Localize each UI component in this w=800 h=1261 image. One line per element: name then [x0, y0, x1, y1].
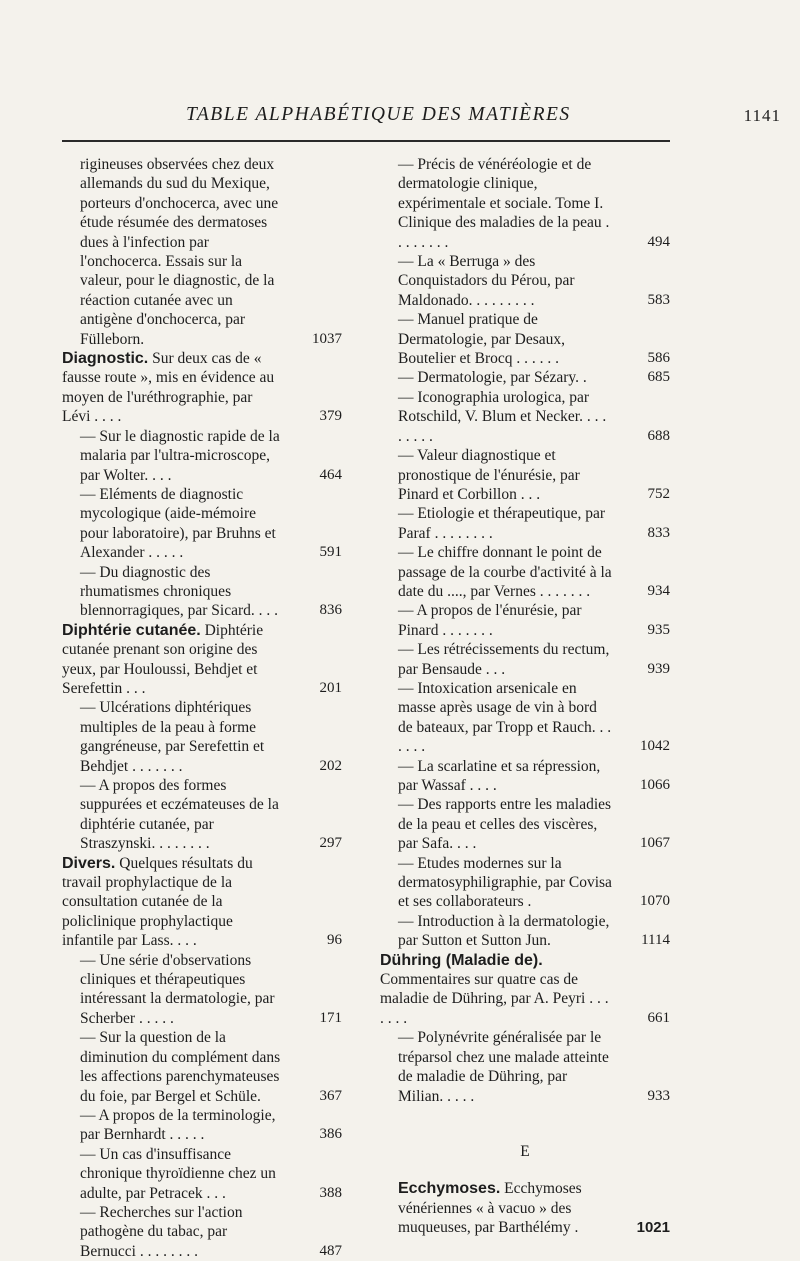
- index-entry: [380, 543, 670, 601]
- entry-text: [62, 155, 342, 349]
- entry-text: [62, 1106, 342, 1145]
- index-entry: [62, 698, 342, 776]
- entry-page: 933: [647, 1087, 670, 1104]
- entry-body: — La scarlatine et sa répression, par Wassaf . . . .: [398, 757, 601, 794]
- index-entry: [62, 621, 342, 699]
- entry-body: — Iconographia urologica, par Rotschild, V. Blum et Necker. . . . . . . . .: [398, 388, 607, 445]
- page-title: TABLE ALPHABÉTIQUE DES MATIÈRES: [186, 104, 571, 125]
- index-entry: [380, 951, 670, 1029]
- index-entry: [62, 951, 342, 1029]
- header-rule: [62, 140, 670, 142]
- index-entry: [380, 368, 670, 387]
- entry-body: — Etiologie et thérapeutique, par Paraf . . . . . . . .: [398, 505, 606, 542]
- entry-body: — Sur la question de la diminution du complément dans les affections parenchymateuses du foie, par Bergel et Schüle.: [80, 1029, 281, 1105]
- entry-page: 202: [319, 757, 342, 774]
- entry-body: — Polynévrite généralisée par le tréparsol chez une malade atteinte de maladie de Dühring, par Milian. . . . .: [398, 1029, 609, 1105]
- entry-page: 201: [319, 679, 342, 696]
- entry-body: — Manuel pratique de Dermatologie, par Desaux, Boutelier et Brocq . . . . . .: [398, 311, 565, 368]
- entry-body: rigineuses observées chez deux allemands du sud du Mexique, porteurs d'onchocerca, avec une étude résumée des dermatoses dues à l'infection par l'onchocerca. Essais sur la valeur, pour le diagnostic, de la réaction cutanée avec un antigène d'onchocerca, par Fülleborn.: [80, 156, 279, 348]
- index-entry: [62, 1203, 342, 1261]
- entry-page: 96: [327, 932, 342, 949]
- index-entry: [380, 388, 670, 446]
- index-entry: [380, 601, 670, 640]
- index-entry: [380, 757, 670, 796]
- entry-head: Ecchymoses.: [398, 1180, 501, 1198]
- entry-body: — A propos de la terminologie, par Bernhardt . . . . .: [80, 1106, 276, 1144]
- entry-text: [62, 951, 342, 1029]
- index-entry: [380, 795, 670, 853]
- entry-body: Quelques résultats du travail prophylactique de la consultation cutanée de la policlinique prophylactique infantile par Lass. . . .: [62, 854, 253, 950]
- entry-head: Dühring (Maladie de).: [380, 951, 543, 969]
- index-entry: [62, 1106, 342, 1145]
- right-entries: [380, 155, 670, 1106]
- entry-text: [380, 679, 670, 757]
- entry-page: 1021: [636, 1219, 670, 1237]
- entry-text: [380, 388, 670, 446]
- index-entry: [380, 252, 670, 310]
- entry-page: 934: [647, 582, 670, 599]
- entry-text: [62, 854, 342, 951]
- entry-page: 685: [647, 369, 670, 386]
- entry-page: 379: [319, 408, 342, 425]
- index-entry: [62, 155, 342, 349]
- entry-page: 1037: [312, 330, 342, 347]
- entry-body: — Eléments de diagnostic mycologique (aide-mémoire pour laboratoire), par Bruhns et Alexander . . . . .: [80, 485, 276, 562]
- entry-body: Sur deux cas de « fausse route », mis en évidence au moyen de l'uréthrographie, par Lévi . . . .: [62, 350, 275, 426]
- entry-page: 494: [647, 233, 670, 250]
- index-entry: [380, 1028, 670, 1106]
- entry-text: [380, 951, 670, 1029]
- entry-page: 583: [647, 291, 670, 308]
- entry-page: 591: [319, 544, 342, 561]
- entry-page: 171: [319, 1009, 342, 1026]
- entry-page: 464: [319, 466, 342, 483]
- entry-text: [380, 446, 670, 504]
- entry-body: Diphtérie cutanée prenant son origine des yeux, par Houloussi, Behdjet et Serefettin . . .: [62, 621, 264, 697]
- index-entry-ecchymoses: [380, 1179, 670, 1237]
- entry-page: 367: [319, 1087, 342, 1104]
- entry-body: Ecchymoses vénériennes « à vacuo » des muqueuses, par Barthélémy .: [398, 1180, 582, 1237]
- entry-page: 688: [647, 427, 670, 444]
- right-column: [380, 155, 670, 1238]
- entry-head: Divers.: [62, 854, 116, 872]
- entry-text: [380, 504, 670, 543]
- index-entry: [380, 640, 670, 679]
- entry-text: [380, 757, 670, 796]
- index-entry: [380, 679, 670, 757]
- entry-text: [380, 912, 670, 951]
- entry-page: 661: [647, 1009, 670, 1026]
- entry-text: [380, 640, 670, 679]
- entry-body: Commentaires sur quatre cas de maladie de Dühring, par A. Peyri . . . . . . .: [380, 971, 609, 1027]
- index-entry: [62, 776, 342, 854]
- entry-text: [62, 1203, 342, 1261]
- entry-page: 1114: [641, 932, 670, 949]
- entry-text: [62, 776, 342, 854]
- entry-body: — Dermatologie, par Sézary. .: [398, 369, 587, 387]
- entry-body: — Du diagnostic des rhumatismes chroniques blennorragiques, par Sicard. . . .: [80, 563, 278, 620]
- entry-page: 1070: [640, 893, 670, 910]
- entry-body: — Intoxication arsenicale en masse après usage de vin à bord de bateaux, par Tropp et Rauch. . . . . . .: [398, 679, 612, 756]
- entry-text: [380, 795, 670, 853]
- entry-text: [62, 485, 342, 563]
- entry-page: 487: [319, 1242, 342, 1259]
- entry-text: [380, 601, 670, 640]
- entry-body: — Recherches sur l'action pathogène du tabac, par Bernucci . . . . . . . .: [80, 1203, 243, 1260]
- entry-text: [380, 543, 670, 601]
- page-number: 1141: [743, 106, 781, 125]
- index-entry: [62, 427, 342, 485]
- section-letter: E: [520, 1142, 530, 1160]
- entry-head: Diphtérie cutanée.: [62, 621, 201, 639]
- entry-body: — La « Berruga » des Conquistadors du Pérou, par Maldonado. . . . . . . . .: [398, 253, 575, 309]
- entry-text: [62, 427, 342, 485]
- entry-text: [380, 854, 670, 912]
- entry-page: 1066: [640, 777, 670, 793]
- entry-body: — A propos de l'énurésie, par Pinard . . . . . . .: [398, 602, 582, 639]
- entry-body: — Sur le diagnostic rapide de la malaria par l'ultra-microscope, par Wolter. . . .: [80, 427, 280, 484]
- index-entry: [380, 310, 670, 368]
- entry-body: — Les rétrécissements du rectum, par Bensaude . . .: [398, 641, 610, 678]
- entry-page: 939: [647, 660, 670, 677]
- index-entry: [380, 854, 670, 912]
- entry-body: — A propos des formes suppurées et eczémateuses de la diphtérie cutanée, par Straszynski. . . . . . . .: [80, 777, 279, 853]
- index-entry: [380, 504, 670, 543]
- entry-page: 586: [647, 350, 670, 367]
- entry-text: [62, 349, 342, 427]
- running-header: [186, 104, 781, 126]
- index-entry: [62, 1028, 342, 1106]
- entry-text: [62, 621, 342, 699]
- entry-text: [62, 1028, 342, 1106]
- entry-text: [380, 252, 670, 310]
- entry-body: — Le chiffre donnant le point de passage de la courbe d'activité à la date du ...., par Vernes . . . . . . .: [398, 544, 612, 600]
- entry-head: Diagnostic.: [62, 350, 149, 368]
- entry-text: [62, 1145, 342, 1203]
- entry-page: 752: [647, 485, 670, 502]
- entry-page: 388: [319, 1184, 342, 1201]
- entry-text: [380, 1028, 670, 1106]
- index-entry: [62, 349, 342, 427]
- left-column: [62, 155, 342, 1261]
- entry-body: — Etudes modernes sur la dermatosyphiligraphie, par Covisa et ses collaborateurs .: [398, 854, 612, 911]
- entry-text: [380, 368, 670, 387]
- entry-text: [380, 1179, 670, 1237]
- entry-body: — Précis de vénéréologie et de dermatologie clinique, expérimentale et sociale. Tome I. Clinique des maladies de la peau . . . . . . . .: [398, 156, 610, 251]
- entry-page: 833: [647, 524, 670, 541]
- index-entry: [62, 485, 342, 563]
- entry-page: 935: [647, 621, 670, 638]
- entry-page: 1042: [640, 738, 670, 755]
- entry-page: 836: [319, 602, 342, 619]
- entry-text: [62, 698, 342, 776]
- entry-body: — Un cas d'insuffisance chronique thyroïdienne chez un adulte, par Petracek . . .: [80, 1145, 276, 1202]
- index-entry: [62, 563, 342, 621]
- entry-body: — Ulcérations diphtériques multiples de la peau à forme gangréneuse, par Serefettin et Behdjet . . . . . . .: [80, 699, 265, 775]
- index-entry: [380, 155, 670, 252]
- index-entry: [62, 1145, 342, 1203]
- index-entry: [380, 912, 670, 951]
- entry-page: 297: [319, 835, 342, 852]
- entry-page: 386: [319, 1126, 342, 1143]
- entry-body: — Une série d'observations cliniques et thérapeutiques intéressant la dermatologie, par Scherber . . . . .: [80, 951, 275, 1027]
- entry-text: [380, 155, 670, 252]
- entry-body: — Des rapports entre les maladies de la peau et celles des viscères, par Safa. . . .: [398, 796, 612, 853]
- entry-body: — Introduction à la dermatologie, par Sutton et Sutton Jun.: [398, 912, 610, 950]
- index-entry: [380, 446, 670, 504]
- entry-text: [62, 563, 342, 621]
- index-entry: [62, 854, 342, 951]
- entry-text: [380, 310, 670, 368]
- entry-page: 1067: [640, 835, 670, 852]
- entry-body: — Valeur diagnostique et pronostique de l'énurésie, par Pinard et Corbillon . . .: [398, 447, 580, 503]
